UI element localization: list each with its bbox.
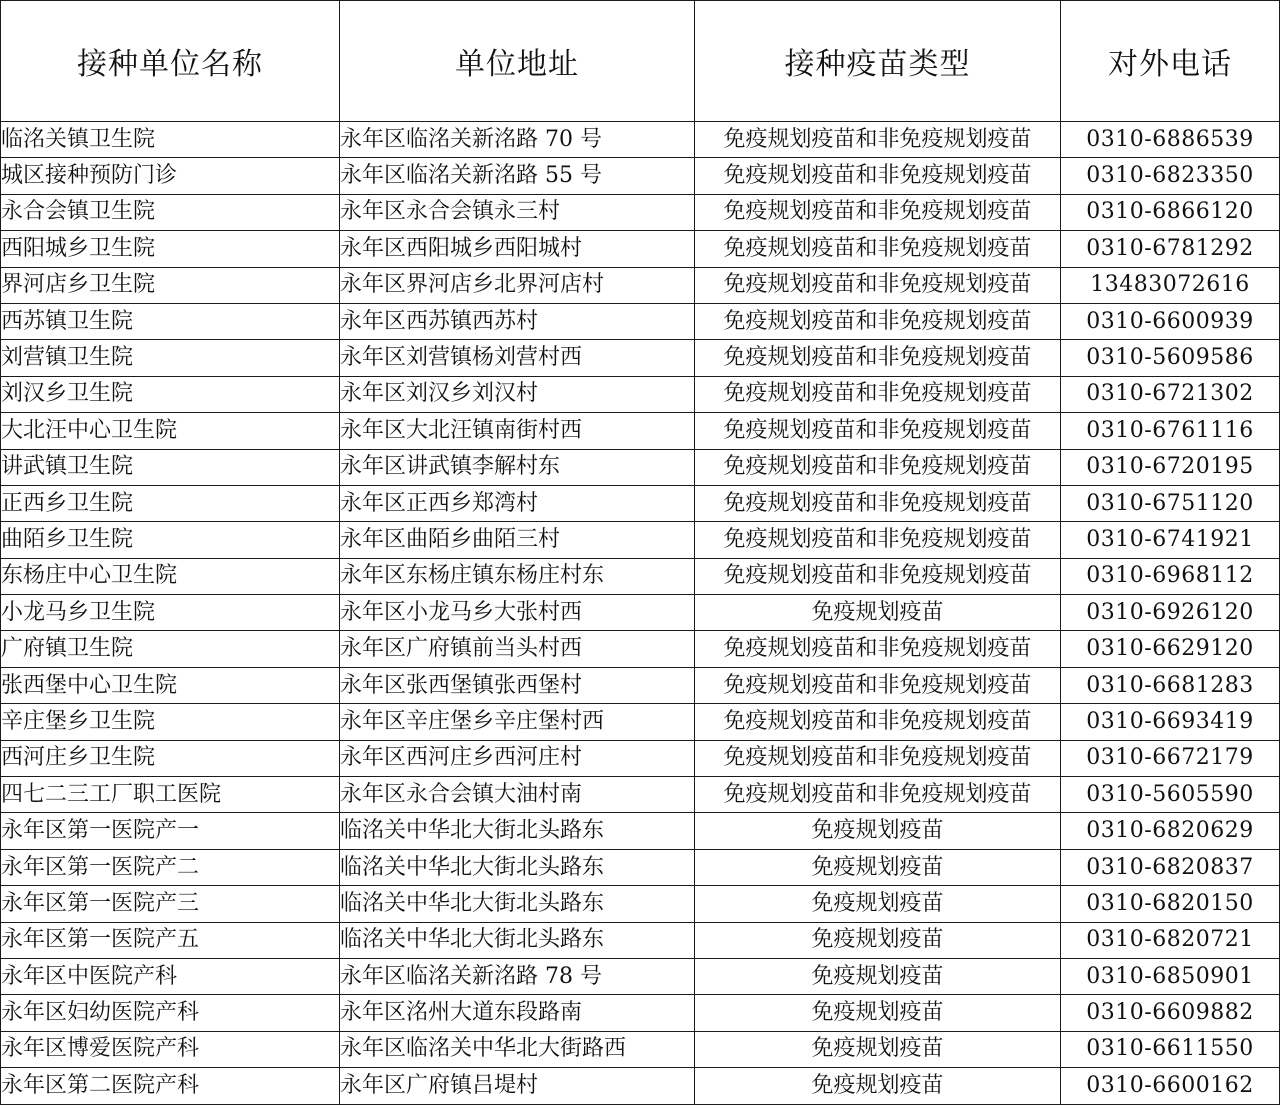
table-row bbox=[1, 922, 1280, 958]
phone-cell: 0310-6751120 bbox=[1061, 485, 1280, 521]
unit-address-cell: 永年区广府镇吕堤村 bbox=[340, 1068, 695, 1104]
phone-cell: 0310-6968112 bbox=[1061, 558, 1280, 594]
table-row bbox=[1, 958, 1280, 994]
unit-address-cell: 永年区西河庄乡西河庄村 bbox=[340, 740, 695, 776]
phone-cell: 0310-6823350 bbox=[1061, 158, 1280, 194]
table-row bbox=[1, 340, 1280, 376]
phone-cell: 0310-6761116 bbox=[1061, 413, 1280, 449]
table-row bbox=[1, 777, 1280, 813]
vaccine-type-cell: 免疫规划疫苗和非免疫规划疫苗 bbox=[695, 485, 1061, 521]
header-row bbox=[1, 1, 1280, 122]
unit-name-cell: 辛庄堡乡卫生院 bbox=[1, 704, 340, 740]
phone-cell: 0310-6741921 bbox=[1061, 522, 1280, 558]
unit-address-cell: 永年区界河店乡北界河店村 bbox=[340, 267, 695, 303]
unit-address-cell: 临洺关中华北大街北头路东 bbox=[340, 886, 695, 922]
unit-name-cell: 城区接种预防门诊 bbox=[1, 158, 340, 194]
unit-address-cell: 永年区临洺关新洺路 70 号 bbox=[340, 122, 695, 158]
table-row bbox=[1, 849, 1280, 885]
table-row bbox=[1, 485, 1280, 521]
phone-cell: 0310-6926120 bbox=[1061, 595, 1280, 631]
table-row bbox=[1, 522, 1280, 558]
vaccine-type-cell: 免疫规划疫苗和非免疫规划疫苗 bbox=[695, 231, 1061, 267]
vaccine-type-cell: 免疫规划疫苗和非免疫规划疫苗 bbox=[695, 340, 1061, 376]
table-row bbox=[1, 158, 1280, 194]
phone-cell: 0310-6672179 bbox=[1061, 740, 1280, 776]
unit-name-cell: 永年区中医院产科 bbox=[1, 958, 340, 994]
vaccine-type-cell: 免疫规划疫苗 bbox=[695, 958, 1061, 994]
phone-cell: 0310-6886539 bbox=[1061, 122, 1280, 158]
unit-name-cell: 界河店乡卫生院 bbox=[1, 267, 340, 303]
vaccine-type-cell: 免疫规划疫苗 bbox=[695, 595, 1061, 631]
unit-name-cell: 讲武镇卫生院 bbox=[1, 449, 340, 485]
phone-cell: 0310-6820721 bbox=[1061, 922, 1280, 958]
table-row bbox=[1, 595, 1280, 631]
table-row bbox=[1, 303, 1280, 339]
unit-name-cell: 东杨庄中心卫生院 bbox=[1, 558, 340, 594]
table-header bbox=[1, 1, 1280, 122]
table-row bbox=[1, 704, 1280, 740]
unit-name-cell: 永年区妇幼医院产科 bbox=[1, 995, 340, 1031]
header-unit-address: 单位地址 bbox=[340, 1, 695, 122]
unit-address-cell: 永年区东杨庄镇东杨庄村东 bbox=[340, 558, 695, 594]
phone-cell: 0310-6629120 bbox=[1061, 631, 1280, 667]
unit-address-cell: 临洺关中华北大街北头路东 bbox=[340, 849, 695, 885]
unit-name-cell: 刘汉乡卫生院 bbox=[1, 376, 340, 412]
vaccine-type-cell: 免疫规划疫苗和非免疫规划疫苗 bbox=[695, 449, 1061, 485]
unit-address-cell: 永年区辛庄堡乡辛庄堡村西 bbox=[340, 704, 695, 740]
vaccine-type-cell: 免疫规划疫苗和非免疫规划疫苗 bbox=[695, 740, 1061, 776]
vaccine-type-cell: 免疫规划疫苗和非免疫规划疫苗 bbox=[695, 376, 1061, 412]
phone-cell: 0310-6693419 bbox=[1061, 704, 1280, 740]
phone-cell: 0310-6600162 bbox=[1061, 1068, 1280, 1104]
phone-cell: 0310-6820837 bbox=[1061, 849, 1280, 885]
unit-address-cell: 永年区大北汪镇南街村西 bbox=[340, 413, 695, 449]
unit-address-cell: 永年区临洺关新洺路 78 号 bbox=[340, 958, 695, 994]
table-row bbox=[1, 886, 1280, 922]
vaccine-type-cell: 免疫规划疫苗和非免疫规划疫苗 bbox=[695, 558, 1061, 594]
unit-address-cell: 永年区张西堡镇张西堡村 bbox=[340, 667, 695, 703]
phone-cell: 0310-6820629 bbox=[1061, 813, 1280, 849]
table-row bbox=[1, 267, 1280, 303]
table-row bbox=[1, 231, 1280, 267]
vaccine-type-cell: 免疫规划疫苗和非免疫规划疫苗 bbox=[695, 122, 1061, 158]
table-row bbox=[1, 813, 1280, 849]
table-row bbox=[1, 558, 1280, 594]
phone-cell: 0310-6781292 bbox=[1061, 231, 1280, 267]
table-row bbox=[1, 667, 1280, 703]
phone-cell: 0310-6609882 bbox=[1061, 995, 1280, 1031]
table-body bbox=[1, 122, 1280, 1105]
vaccine-type-cell: 免疫规划疫苗 bbox=[695, 849, 1061, 885]
header-phone: 对外电话 bbox=[1061, 1, 1280, 122]
unit-address-cell: 永年区广府镇前当头村西 bbox=[340, 631, 695, 667]
vaccine-type-cell: 免疫规划疫苗 bbox=[695, 922, 1061, 958]
unit-name-cell: 大北汪中心卫生院 bbox=[1, 413, 340, 449]
table-row bbox=[1, 995, 1280, 1031]
vaccine-type-cell: 免疫规划疫苗和非免疫规划疫苗 bbox=[695, 522, 1061, 558]
unit-name-cell: 张西堡中心卫生院 bbox=[1, 667, 340, 703]
table-row bbox=[1, 376, 1280, 412]
unit-name-cell: 四七二三工厂职工医院 bbox=[1, 777, 340, 813]
unit-address-cell: 永年区西阳城乡西阳城村 bbox=[340, 231, 695, 267]
unit-address-cell: 永年区洺州大道东段路南 bbox=[340, 995, 695, 1031]
phone-cell: 0310-5609586 bbox=[1061, 340, 1280, 376]
unit-address-cell: 永年区正西乡郑湾村 bbox=[340, 485, 695, 521]
unit-address-cell: 永年区讲武镇李解村东 bbox=[340, 449, 695, 485]
table-row bbox=[1, 1031, 1280, 1067]
table-row bbox=[1, 413, 1280, 449]
phone-cell: 0310-6611550 bbox=[1061, 1031, 1280, 1067]
unit-name-cell: 永年区博爱医院产科 bbox=[1, 1031, 340, 1067]
phone-cell: 0310-5605590 bbox=[1061, 777, 1280, 813]
phone-cell: 0310-6600939 bbox=[1061, 303, 1280, 339]
unit-name-cell: 永合会镇卫生院 bbox=[1, 194, 340, 230]
unit-name-cell: 永年区第一医院产一 bbox=[1, 813, 340, 849]
unit-name-cell: 刘营镇卫生院 bbox=[1, 340, 340, 376]
unit-name-cell: 永年区第一医院产五 bbox=[1, 922, 340, 958]
phone-cell: 13483072616 bbox=[1061, 267, 1280, 303]
vaccine-type-cell: 免疫规划疫苗和非免疫规划疫苗 bbox=[695, 777, 1061, 813]
vaccine-type-cell: 免疫规划疫苗和非免疫规划疫苗 bbox=[695, 631, 1061, 667]
vaccine-type-cell: 免疫规划疫苗 bbox=[695, 995, 1061, 1031]
unit-address-cell: 永年区永合会镇大油村南 bbox=[340, 777, 695, 813]
table-row bbox=[1, 122, 1280, 158]
vaccine-type-cell: 免疫规划疫苗和非免疫规划疫苗 bbox=[695, 303, 1061, 339]
phone-cell: 0310-6850901 bbox=[1061, 958, 1280, 994]
unit-address-cell: 永年区刘汉乡刘汉村 bbox=[340, 376, 695, 412]
phone-cell: 0310-6681283 bbox=[1061, 667, 1280, 703]
unit-name-cell: 曲陌乡卫生院 bbox=[1, 522, 340, 558]
unit-name-cell: 西阳城乡卫生院 bbox=[1, 231, 340, 267]
unit-address-cell: 永年区临洺关中华北大街路西 bbox=[340, 1031, 695, 1067]
table-row bbox=[1, 631, 1280, 667]
vaccine-type-cell: 免疫规划疫苗 bbox=[695, 1068, 1061, 1104]
unit-name-cell: 正西乡卫生院 bbox=[1, 485, 340, 521]
vaccine-type-cell: 免疫规划疫苗 bbox=[695, 813, 1061, 849]
table-row bbox=[1, 449, 1280, 485]
phone-cell: 0310-6866120 bbox=[1061, 194, 1280, 230]
phone-cell: 0310-6721302 bbox=[1061, 376, 1280, 412]
unit-address-cell: 永年区刘营镇杨刘营村西 bbox=[340, 340, 695, 376]
vaccine-type-cell: 免疫规划疫苗和非免疫规划疫苗 bbox=[695, 704, 1061, 740]
unit-name-cell: 广府镇卫生院 bbox=[1, 631, 340, 667]
unit-address-cell: 永年区西苏镇西苏村 bbox=[340, 303, 695, 339]
table-row bbox=[1, 1068, 1280, 1104]
table-row bbox=[1, 740, 1280, 776]
vaccine-type-cell: 免疫规划疫苗和非免疫规划疫苗 bbox=[695, 194, 1061, 230]
header-unit-name: 接种单位名称 bbox=[1, 1, 340, 122]
vaccine-type-cell: 免疫规划疫苗和非免疫规划疫苗 bbox=[695, 158, 1061, 194]
vaccine-type-cell: 免疫规划疫苗和非免疫规划疫苗 bbox=[695, 413, 1061, 449]
unit-address-cell: 永年区永合会镇永三村 bbox=[340, 194, 695, 230]
unit-name-cell: 永年区第二医院产科 bbox=[1, 1068, 340, 1104]
vaccine-type-cell: 免疫规划疫苗 bbox=[695, 1031, 1061, 1067]
unit-address-cell: 临洺关中华北大街北头路东 bbox=[340, 813, 695, 849]
unit-name-cell: 永年区第一医院产三 bbox=[1, 886, 340, 922]
phone-cell: 0310-6720195 bbox=[1061, 449, 1280, 485]
unit-address-cell: 永年区曲陌乡曲陌三村 bbox=[340, 522, 695, 558]
table-row bbox=[1, 194, 1280, 230]
phone-cell: 0310-6820150 bbox=[1061, 886, 1280, 922]
unit-address-cell: 永年区小龙马乡大张村西 bbox=[340, 595, 695, 631]
unit-address-cell: 永年区临洺关新洺路 55 号 bbox=[340, 158, 695, 194]
unit-name-cell: 临洺关镇卫生院 bbox=[1, 122, 340, 158]
vaccine-type-cell: 免疫规划疫苗和非免疫规划疫苗 bbox=[695, 667, 1061, 703]
unit-name-cell: 西河庄乡卫生院 bbox=[1, 740, 340, 776]
unit-name-cell: 小龙马乡卫生院 bbox=[1, 595, 340, 631]
vaccine-type-cell: 免疫规划疫苗 bbox=[695, 886, 1061, 922]
unit-name-cell: 永年区第一医院产二 bbox=[1, 849, 340, 885]
unit-address-cell: 临洺关中华北大街北头路东 bbox=[340, 922, 695, 958]
unit-name-cell: 西苏镇卫生院 bbox=[1, 303, 340, 339]
vaccine-type-cell: 免疫规划疫苗和非免疫规划疫苗 bbox=[695, 267, 1061, 303]
header-vaccine-type: 接种疫苗类型 bbox=[695, 1, 1061, 122]
